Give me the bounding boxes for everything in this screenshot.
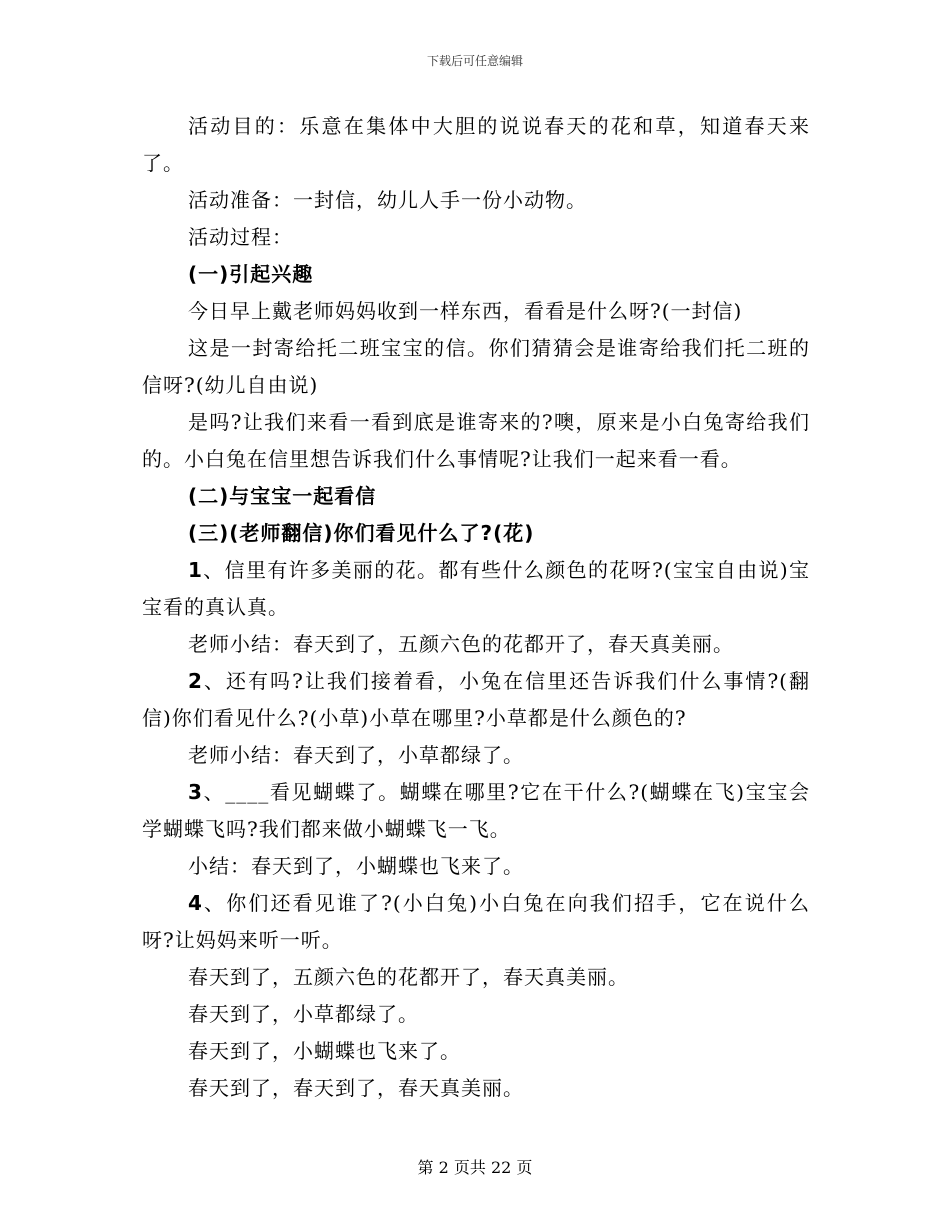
paragraph-text: 是吗?让我们来看一看到底是谁寄来的?噢，原来是小白兔寄给我们的。小白兔在信里想告诉我们什么事情呢?让我们一起来看一看。 [142, 410, 810, 471]
heading-text: (二)与宝宝一起看信 [188, 484, 377, 508]
paragraph-text: 、还有吗?让我们接着看，小兔在信里还告诉我们什么事情?(翻信)你们看见什么?(小草)小草在哪里?小草都是什么颜色的? [142, 669, 810, 730]
paragraph [142, 626, 810, 663]
paragraph-text: 老师小结：春天到了，小草都绿了。 [188, 743, 524, 767]
item-number: 3 [188, 780, 203, 804]
paragraph [142, 663, 810, 737]
paragraph [142, 404, 810, 478]
section-heading [142, 478, 810, 515]
paragraph-text: 、信里有许多美丽的花。都有些什么颜色的花呀?(宝宝自由说)宝宝看的真认真。 [142, 558, 810, 619]
paragraph [142, 108, 810, 182]
paragraph [142, 182, 810, 219]
paragraph [142, 1070, 810, 1107]
section-heading [142, 256, 810, 293]
paragraph-text: 活动过程： [188, 225, 293, 249]
paragraph [142, 219, 810, 256]
paragraph-text: 、____看见蝴蝶了。蝴蝶在哪里?它在干什么?(蝴蝶在飞)宝宝会学蝴蝶飞吗?我们都来做小蝴蝶飞一飞。 [142, 780, 810, 841]
paragraph-text: 春天到了，小蝴蝶也飞来了。 [188, 1039, 461, 1063]
item-number: 2 [188, 669, 203, 693]
paragraph-text: 老师小结：春天到了，五颜六色的花都开了，春天真美丽。 [188, 632, 734, 656]
paragraph [142, 848, 810, 885]
paragraph-text: 春天到了，春天到了，春天真美丽。 [188, 1076, 524, 1100]
paragraph-text: 今日早上戴老师妈妈收到一样东西，看看是什么呀?(一封信) [188, 299, 743, 323]
document-body [142, 108, 810, 1107]
item-number: 1 [188, 558, 203, 582]
heading-text: (一)引起兴趣 [188, 262, 314, 286]
paragraph-text: 这是一封寄给托二班宝宝的信。你们猜猜会是谁寄给我们托二班的信呀?(幼儿自由说) [142, 336, 810, 397]
paragraph-text: 春天到了，小草都绿了。 [188, 1002, 419, 1026]
paragraph-text: 活动目的：乐意在集体中大胆的说说春天的花和草，知道春天来了。 [142, 114, 810, 175]
paragraph-text: 活动准备：一封信，幼儿人手一份小动物。 [188, 188, 587, 212]
section-heading [142, 515, 810, 552]
page-header: 下载后可任意编辑 [426, 54, 523, 68]
paragraph [142, 552, 810, 626]
paragraph-text: 春天到了，五颜六色的花都开了，春天真美丽。 [188, 965, 629, 989]
paragraph [142, 293, 810, 330]
paragraph [142, 330, 810, 404]
paragraph [142, 885, 810, 959]
paragraph [142, 1033, 810, 1070]
paragraph-text: 小结：春天到了，小蝴蝶也飞来了。 [188, 854, 524, 878]
page-footer: 第 2 页共 22 页 [417, 1158, 533, 1177]
heading-text: (三)(老师翻信)你们看见什么了?(花) [188, 521, 535, 545]
paragraph [142, 959, 810, 996]
paragraph [142, 996, 810, 1033]
paragraph-text: 、你们还看见谁了?(小白兔)小白兔在向我们招手，它在说什么呀?让妈妈来听一听。 [142, 891, 810, 952]
paragraph [142, 737, 810, 774]
item-number: 4 [188, 891, 203, 915]
paragraph [142, 774, 810, 848]
